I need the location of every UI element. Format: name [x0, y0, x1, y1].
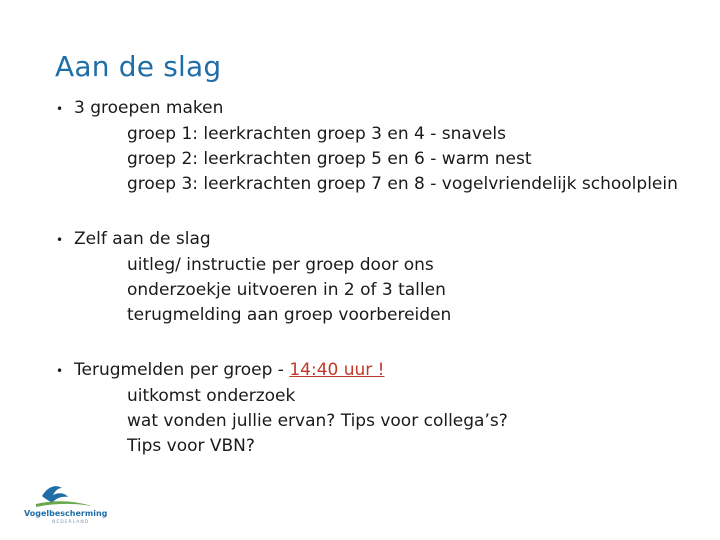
bullet-section-groups — [56, 96, 706, 197]
slide-content — [56, 96, 706, 489]
sub-line: groep 1: leerkrachten groep 3 en 4 - snavels — [127, 124, 506, 144]
bullet-heading — [74, 358, 384, 383]
bullet-section-work — [56, 227, 706, 328]
slide-title: Aan de slag — [55, 50, 222, 83]
bullet-item — [56, 96, 706, 122]
sub-line: groep 2: leerkrachten groep 5 en 6 - warm nest — [127, 149, 532, 169]
bullet-dot-icon: • — [56, 364, 64, 378]
sub-line: wat vonden jullie ervan? Tips voor collega’s? — [127, 411, 508, 431]
bullet-heading: 3 groepen maken — [74, 98, 224, 118]
logo-sub: NEDERLAND — [52, 520, 90, 525]
bullet-dot-icon: • — [56, 233, 64, 247]
vogelbescherming-logo — [22, 478, 122, 526]
bullet-heading-prefix: Terugmelden per groep - — [74, 360, 290, 380]
bullet-heading: Zelf aan de slag — [74, 229, 211, 249]
sub-line: uitleg/ instructie per groep door ons — [127, 255, 434, 275]
bird-icon — [22, 478, 122, 526]
bullet-dot-icon: • — [56, 102, 64, 116]
bullet-section-report — [56, 358, 706, 459]
sub-line: uitkomst onderzoek — [127, 386, 296, 406]
logo-name: Vogelbescherming — [24, 509, 108, 518]
bullet-item — [56, 358, 706, 384]
sub-line: onderzoekje uitvoeren in 2 of 3 tallen — [127, 280, 446, 300]
sub-line: terugmelding aan groep voorbereiden — [127, 305, 452, 325]
sub-line: Tips voor VBN? — [127, 436, 255, 456]
sub-line: groep 3: leerkrachten groep 7 en 8 - vogelvriendelijk schoolplein — [127, 174, 678, 194]
deadline-highlight: 14:40 uur ! — [289, 360, 385, 380]
bullet-item — [56, 227, 706, 253]
